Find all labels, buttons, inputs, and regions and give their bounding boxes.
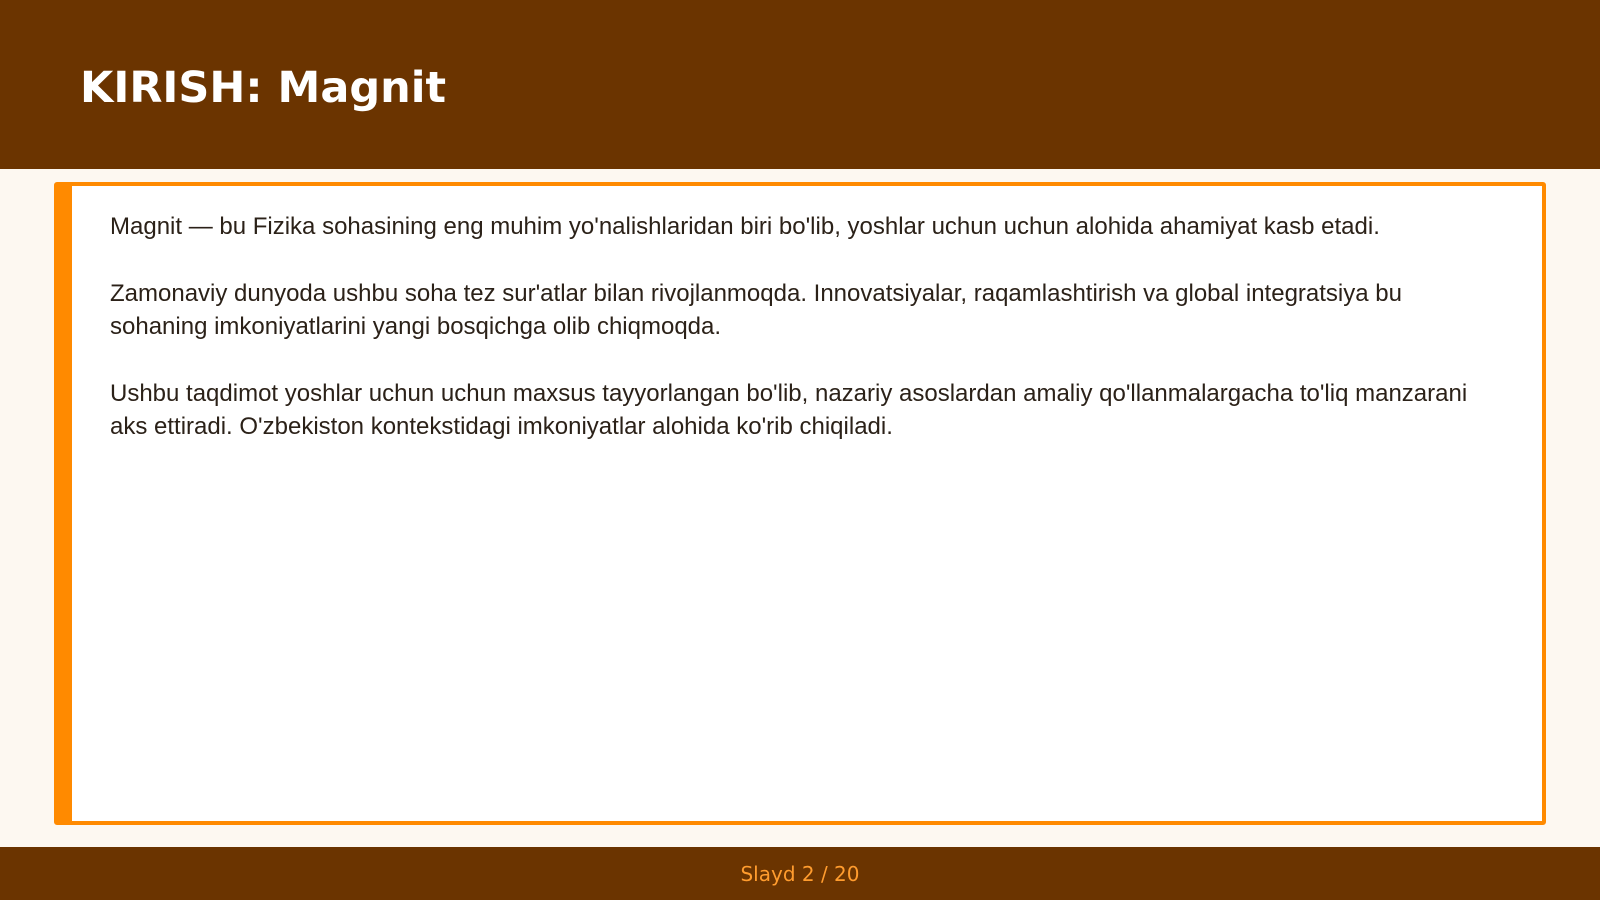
body-paragraph-presentation: Ushbu taqdimot yoshlar uchun uchun maxsus tayyorlangan bo'lib, nazariy asoslardan amaliy qo'llanmalargacha to'liq manzarani aks ettiradi. O'zbekiston kontekstidagi imkoniyatlar alohida ko'rib chiqiladi.	[110, 380, 1468, 440]
slide-counter: Slayd 2 / 20	[740, 862, 860, 886]
slide-header	[0, 0, 1600, 169]
slide-footer	[0, 847, 1600, 900]
slide-title: KIRISH: Magnit	[80, 63, 447, 113]
content-card	[54, 182, 1546, 825]
slide-text-body	[110, 210, 1505, 477]
body-paragraph-intro: Magnit — bu Fizika sohasining eng muhim yo'nalishlaridan biri bo'lib, yoshlar uchun uchun alohida ahamiyat kasb etadi.	[110, 213, 1380, 240]
body-paragraph-development: Zamonaviy dunyoda ushbu soha tez sur'atlar bilan rivojlanmoqda. Innovatsiyalar, raqamlashtirish va global integratsiya bu sohaning imkoniyatlarini yangi bosqichga olib chiqmoqda.	[110, 280, 1402, 340]
